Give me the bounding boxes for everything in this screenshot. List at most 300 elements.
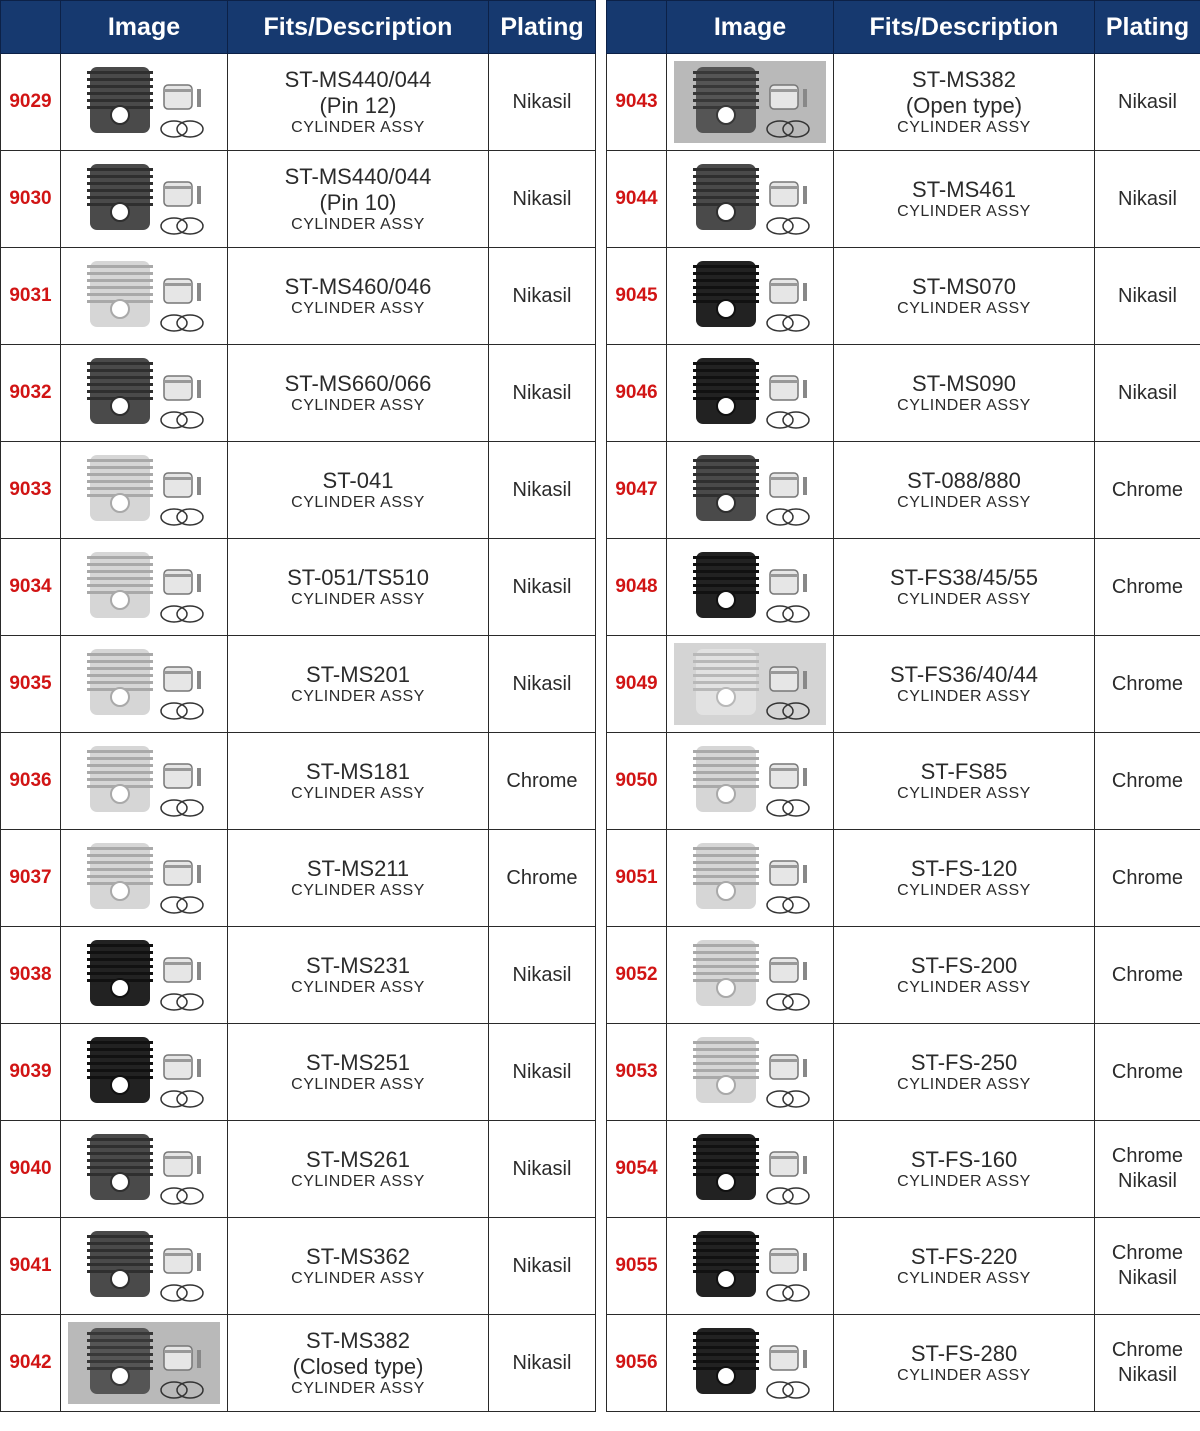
plating-value: Nikasil	[512, 284, 572, 307]
product-row	[607, 1024, 1200, 1121]
plating-value: Nikasil	[1118, 187, 1177, 210]
part-number: 9032	[9, 382, 52, 403]
cylinder-kit-image	[672, 1126, 828, 1212]
part-number: 9054	[615, 1158, 658, 1179]
cylinder-kit-image	[672, 447, 828, 533]
part-number-cell	[607, 830, 667, 927]
product-row	[607, 539, 1200, 636]
part-type: CYLINDER ASSY	[291, 1076, 425, 1093]
plating-cell	[1095, 54, 1200, 151]
product-row	[1, 733, 596, 830]
ring-shape	[767, 994, 793, 1010]
model-name: ST-FS-160	[910, 1147, 1018, 1172]
image-cell	[667, 636, 834, 733]
part-type: CYLINDER ASSY	[897, 688, 1031, 705]
plating-value: Nikasil	[1118, 1364, 1177, 1386]
part-type: CYLINDER ASSY	[291, 688, 425, 705]
piston-shape	[770, 667, 798, 691]
description-cell	[228, 442, 489, 539]
model-name: ST-MS382	[306, 1328, 410, 1353]
plating-value: Nikasil	[1118, 381, 1177, 404]
product-row	[1, 1218, 596, 1315]
part-number: 9046	[615, 382, 658, 403]
cylinder-kit-image	[66, 835, 222, 921]
piston-shape	[164, 376, 192, 400]
description-cell	[834, 1121, 1095, 1218]
model-name: ST-051/TS510	[287, 565, 429, 590]
cylinder-kit-image	[66, 1320, 222, 1406]
product-row	[1, 442, 596, 539]
ring-shape	[783, 315, 809, 331]
ring-shape	[767, 218, 793, 234]
model-name: ST-FS-250	[910, 1050, 1018, 1075]
description-cell	[228, 1024, 489, 1121]
description-cell	[228, 539, 489, 636]
col-header-plating: Plating	[489, 1, 596, 54]
plating-cell	[489, 1315, 596, 1412]
part-type: CYLINDER ASSY	[291, 397, 425, 414]
ring-shape	[783, 218, 809, 234]
part-number: 9031	[9, 285, 52, 306]
part-number: 9033	[9, 479, 52, 500]
piston-shape	[164, 570, 192, 594]
part-number-cell	[1, 345, 61, 442]
plating-cell	[489, 539, 596, 636]
piston-shape	[770, 182, 798, 206]
description-cell	[834, 151, 1095, 248]
description-cell	[834, 345, 1095, 442]
model-name: ST-MS251	[306, 1050, 410, 1075]
image-cell	[667, 1315, 834, 1412]
description-cell	[834, 442, 1095, 539]
part-number: 9039	[9, 1061, 52, 1082]
part-number: 9036	[9, 770, 52, 791]
description-cell	[228, 927, 489, 1024]
ring-shape	[161, 218, 187, 234]
part-number: 9045	[615, 285, 658, 306]
cylinder-kit-image	[66, 1223, 222, 1309]
plating-value: Nikasil	[512, 1157, 572, 1180]
part-number-cell	[607, 1024, 667, 1121]
ring-shape	[767, 1285, 793, 1301]
cylinder-kit-image	[66, 932, 222, 1018]
cylinder-kit-image	[672, 835, 828, 921]
plating-cell	[489, 54, 596, 151]
image-cell	[61, 733, 228, 830]
model-name: ST-041	[322, 468, 394, 493]
part-type: CYLINDER ASSY	[291, 785, 425, 802]
ring-shape	[177, 218, 203, 234]
model-name: ST-MS261	[306, 1147, 410, 1172]
product-row	[1, 151, 596, 248]
image-cell	[667, 1218, 834, 1315]
image-cell	[667, 1024, 834, 1121]
part-number: 9040	[9, 1158, 52, 1179]
ring-shape	[177, 994, 203, 1010]
product-row	[1, 1315, 596, 1412]
image-cell	[667, 442, 834, 539]
plating-cell	[1095, 539, 1200, 636]
plating-cell	[1095, 1315, 1200, 1412]
plating-value: Chrome	[506, 866, 578, 889]
image-cell	[61, 1218, 228, 1315]
cylinder-kit-image	[66, 1126, 222, 1212]
plating-cell	[1095, 830, 1200, 927]
image-cell	[667, 830, 834, 927]
ring-shape	[783, 1091, 809, 1107]
description-cell	[228, 830, 489, 927]
part-number-cell	[1, 248, 61, 345]
image-cell	[61, 345, 228, 442]
col-header-description: Fits/Description	[228, 1, 489, 54]
part-number: 9044	[615, 188, 658, 209]
piston-shape	[164, 764, 192, 788]
cylinder-kit-image	[672, 156, 828, 242]
ring-shape	[161, 315, 187, 331]
model-name: ST-FS-120	[910, 856, 1018, 881]
ring-shape	[161, 703, 187, 719]
cylinder-kit-image	[672, 1320, 828, 1406]
image-cell	[667, 248, 834, 345]
image-cell	[667, 151, 834, 248]
plating-value: Nikasil	[512, 1060, 572, 1083]
ring-shape	[177, 412, 203, 428]
cylinder-kit-image	[66, 738, 222, 824]
description-cell	[834, 1024, 1095, 1121]
product-row	[607, 1218, 1200, 1315]
part-number: 9038	[9, 964, 52, 985]
description-cell	[834, 1315, 1095, 1412]
plating-cell	[489, 442, 596, 539]
model-name: ST-FS-200	[910, 953, 1018, 978]
cylinder-kit-image	[66, 641, 222, 727]
part-number: 9043	[615, 91, 658, 112]
ring-shape	[767, 606, 793, 622]
piston-shape	[164, 85, 192, 109]
image-cell	[61, 1121, 228, 1218]
plating-cell	[1095, 151, 1200, 248]
plating-value: Chrome	[1111, 963, 1184, 986]
cylinder-kit-image	[66, 253, 222, 339]
model-variant: (Open type)	[905, 93, 1023, 118]
ring-shape	[161, 509, 187, 525]
plating-value: Nikasil	[512, 478, 572, 501]
part-type: CYLINDER ASSY	[291, 1380, 425, 1397]
ring-shape	[767, 1091, 793, 1107]
image-cell	[61, 248, 228, 345]
plating-value: Chrome	[1111, 1060, 1184, 1083]
plating-value: Chrome	[1111, 1339, 1184, 1361]
plating-value: Chrome	[506, 769, 578, 792]
image-cell	[61, 151, 228, 248]
plating-value: Chrome	[1111, 866, 1184, 889]
ring-shape	[783, 1188, 809, 1204]
part-type: CYLINDER ASSY	[291, 1270, 425, 1287]
product-row	[1, 345, 596, 442]
ring-shape	[161, 1091, 187, 1107]
piston-shape	[164, 1346, 192, 1370]
image-cell	[667, 539, 834, 636]
model-name: ST-MS382	[912, 67, 1016, 92]
description-cell	[228, 54, 489, 151]
image-cell	[61, 1315, 228, 1412]
ring-shape	[783, 509, 809, 525]
part-number-cell	[607, 539, 667, 636]
image-cell	[61, 830, 228, 927]
plating-cell	[1095, 248, 1200, 345]
cylinder-kit-image	[672, 738, 828, 824]
part-number: 9048	[615, 576, 658, 597]
description-cell	[228, 1315, 489, 1412]
part-type: CYLINDER ASSY	[897, 494, 1031, 511]
part-number: 9052	[615, 964, 658, 985]
part-number-cell	[1, 927, 61, 1024]
ring-shape	[767, 1382, 793, 1398]
cylinder-kit-image	[672, 59, 828, 145]
ring-shape	[161, 897, 187, 913]
plating-value: Nikasil	[512, 575, 572, 598]
ring-shape	[161, 1188, 187, 1204]
part-type: CYLINDER ASSY	[291, 1173, 425, 1190]
ring-shape	[767, 412, 793, 428]
part-number: 9029	[9, 91, 52, 112]
product-row	[607, 636, 1200, 733]
plating-value: Nikasil	[512, 963, 572, 986]
piston-shape	[164, 958, 192, 982]
plating-cell	[489, 345, 596, 442]
plating-value: Nikasil	[512, 1254, 572, 1277]
piston-shape	[770, 958, 798, 982]
ring-shape	[783, 800, 809, 816]
ring-shape	[783, 1382, 809, 1398]
product-row	[607, 345, 1200, 442]
part-number: 9042	[9, 1352, 52, 1373]
plating-cell	[489, 733, 596, 830]
header-row	[607, 1, 1200, 54]
model-name: ST-FS-280	[910, 1341, 1018, 1366]
plating-value: Nikasil	[512, 672, 572, 695]
ring-shape	[161, 606, 187, 622]
part-number-cell	[607, 1315, 667, 1412]
ring-shape	[177, 897, 203, 913]
product-row	[607, 830, 1200, 927]
plating-value: Chrome	[1111, 769, 1184, 792]
piston-shape	[164, 1249, 192, 1273]
cylinder-kit-image	[672, 641, 828, 727]
piston-shape	[164, 182, 192, 206]
plating-value: Nikasil	[512, 90, 572, 113]
catalog-table-right	[606, 0, 1200, 1412]
cylinder-kit-image	[672, 932, 828, 1018]
ring-shape	[161, 412, 187, 428]
description-cell	[228, 345, 489, 442]
part-type: CYLINDER ASSY	[291, 216, 425, 233]
model-name: ST-MS440/044	[284, 67, 432, 92]
part-number-cell	[1, 1024, 61, 1121]
model-variant: (Pin 10)	[319, 190, 397, 215]
product-row	[1, 1121, 596, 1218]
cylinder-kit-image	[672, 544, 828, 630]
plating-value: Chrome	[1111, 1242, 1184, 1264]
model-name: ST-MS362	[306, 1244, 410, 1269]
part-number: 9053	[615, 1061, 658, 1082]
cylinder-kit-image	[66, 350, 222, 436]
part-number-cell	[607, 54, 667, 151]
cylinder-kit-image	[66, 544, 222, 630]
ring-shape	[767, 897, 793, 913]
part-number: 9051	[615, 867, 658, 888]
part-number: 9055	[615, 1255, 658, 1276]
plating-cell	[1095, 442, 1200, 539]
model-variant: (Pin 12)	[319, 93, 397, 118]
plating-value: Chrome	[1111, 672, 1184, 695]
model-name: ST-MS461	[912, 177, 1016, 202]
model-name: ST-MS231	[306, 953, 410, 978]
part-number-cell	[1, 733, 61, 830]
model-name: ST-088/880	[907, 468, 1021, 493]
part-type: CYLINDER ASSY	[897, 882, 1031, 899]
part-number-cell	[1, 830, 61, 927]
plating-cell	[489, 1218, 596, 1315]
plating-cell	[489, 636, 596, 733]
ring-shape	[177, 121, 203, 137]
product-row	[1, 539, 596, 636]
plating-value: Nikasil	[1118, 284, 1177, 307]
model-name: ST-FS38/45/55	[890, 565, 1038, 590]
plating-cell	[489, 1121, 596, 1218]
ring-shape	[177, 1188, 203, 1204]
image-cell	[667, 927, 834, 1024]
piston-shape	[770, 570, 798, 594]
plating-cell	[1095, 345, 1200, 442]
product-row	[1, 636, 596, 733]
ring-shape	[161, 800, 187, 816]
piston-shape	[770, 1152, 798, 1176]
image-cell	[61, 636, 228, 733]
image-cell	[61, 54, 228, 151]
model-name: ST-MS201	[306, 662, 410, 687]
plating-cell	[489, 830, 596, 927]
ring-shape	[767, 509, 793, 525]
description-cell	[228, 1218, 489, 1315]
part-number-cell	[607, 733, 667, 830]
ring-shape	[177, 315, 203, 331]
part-type: CYLINDER ASSY	[897, 1076, 1031, 1093]
cylinder-kit-image	[672, 350, 828, 436]
part-number-cell	[1, 539, 61, 636]
part-number: 9047	[615, 479, 658, 500]
piston-shape	[770, 85, 798, 109]
part-number-cell	[1, 1121, 61, 1218]
image-cell	[667, 733, 834, 830]
plating-cell	[489, 1024, 596, 1121]
ring-shape	[767, 1188, 793, 1204]
plating-cell	[489, 927, 596, 1024]
plating-value: Nikasil	[1118, 90, 1177, 113]
product-row	[607, 54, 1200, 151]
ring-shape	[783, 412, 809, 428]
model-name: ST-MS090	[912, 371, 1016, 396]
model-name: ST-MS660/066	[284, 371, 432, 396]
cylinder-kit-image	[66, 59, 222, 145]
plating-cell	[1095, 927, 1200, 1024]
ring-shape	[177, 1285, 203, 1301]
catalog-table-left	[0, 0, 596, 1412]
part-type: CYLINDER ASSY	[897, 979, 1031, 996]
model-name: ST-MS460/046	[284, 274, 432, 299]
part-type: CYLINDER ASSY	[897, 1367, 1031, 1384]
description-cell	[834, 539, 1095, 636]
product-row	[607, 442, 1200, 539]
model-name: ST-MS211	[306, 856, 410, 881]
col-header-image: Image	[61, 1, 228, 54]
image-cell	[667, 345, 834, 442]
ring-shape	[161, 121, 187, 137]
model-name: ST-FS-220	[910, 1244, 1018, 1269]
part-number: 9056	[615, 1352, 658, 1373]
image-cell	[61, 1024, 228, 1121]
part-number-cell	[607, 1218, 667, 1315]
part-number-cell	[1, 1315, 61, 1412]
plating-value: Nikasil	[512, 187, 572, 210]
cylinder-kit-image	[672, 253, 828, 339]
plating-cell	[1095, 1024, 1200, 1121]
ring-shape	[177, 800, 203, 816]
description-cell	[228, 248, 489, 345]
ring-shape	[767, 800, 793, 816]
piston-shape	[164, 279, 192, 303]
ring-shape	[177, 509, 203, 525]
plating-value: Chrome	[1111, 478, 1184, 501]
part-type: CYLINDER ASSY	[291, 979, 425, 996]
piston-shape	[770, 279, 798, 303]
description-cell	[834, 1218, 1095, 1315]
ring-shape	[177, 606, 203, 622]
part-type: CYLINDER ASSY	[897, 1270, 1031, 1287]
ring-shape	[177, 703, 203, 719]
model-name: ST-FS36/40/44	[890, 662, 1038, 687]
product-row	[607, 1121, 1200, 1218]
piston-shape	[770, 1249, 798, 1273]
cylinder-kit-image	[66, 1029, 222, 1115]
piston-shape	[770, 1346, 798, 1370]
product-row	[1, 927, 596, 1024]
description-cell	[228, 1121, 489, 1218]
ring-shape	[783, 897, 809, 913]
col-header-number	[1, 1, 61, 54]
part-number-cell	[1, 151, 61, 248]
ring-shape	[783, 1285, 809, 1301]
model-name: ST-MS070	[912, 274, 1016, 299]
image-cell	[61, 539, 228, 636]
part-number-cell	[607, 927, 667, 1024]
part-type: CYLINDER ASSY	[897, 397, 1031, 414]
part-number: 9030	[9, 188, 52, 209]
product-row	[1, 830, 596, 927]
part-number-cell	[607, 151, 667, 248]
col-header-number	[607, 1, 667, 54]
product-row	[607, 733, 1200, 830]
plating-value: Nikasil	[512, 381, 572, 404]
description-cell	[834, 830, 1095, 927]
part-type: CYLINDER ASSY	[897, 591, 1031, 608]
model-name: ST-MS181	[306, 759, 410, 784]
part-type: CYLINDER ASSY	[291, 882, 425, 899]
col-header-plating: Plating	[1095, 1, 1200, 54]
model-name: ST-FS85	[920, 759, 1008, 784]
part-number-cell	[607, 345, 667, 442]
part-type: CYLINDER ASSY	[897, 300, 1031, 317]
